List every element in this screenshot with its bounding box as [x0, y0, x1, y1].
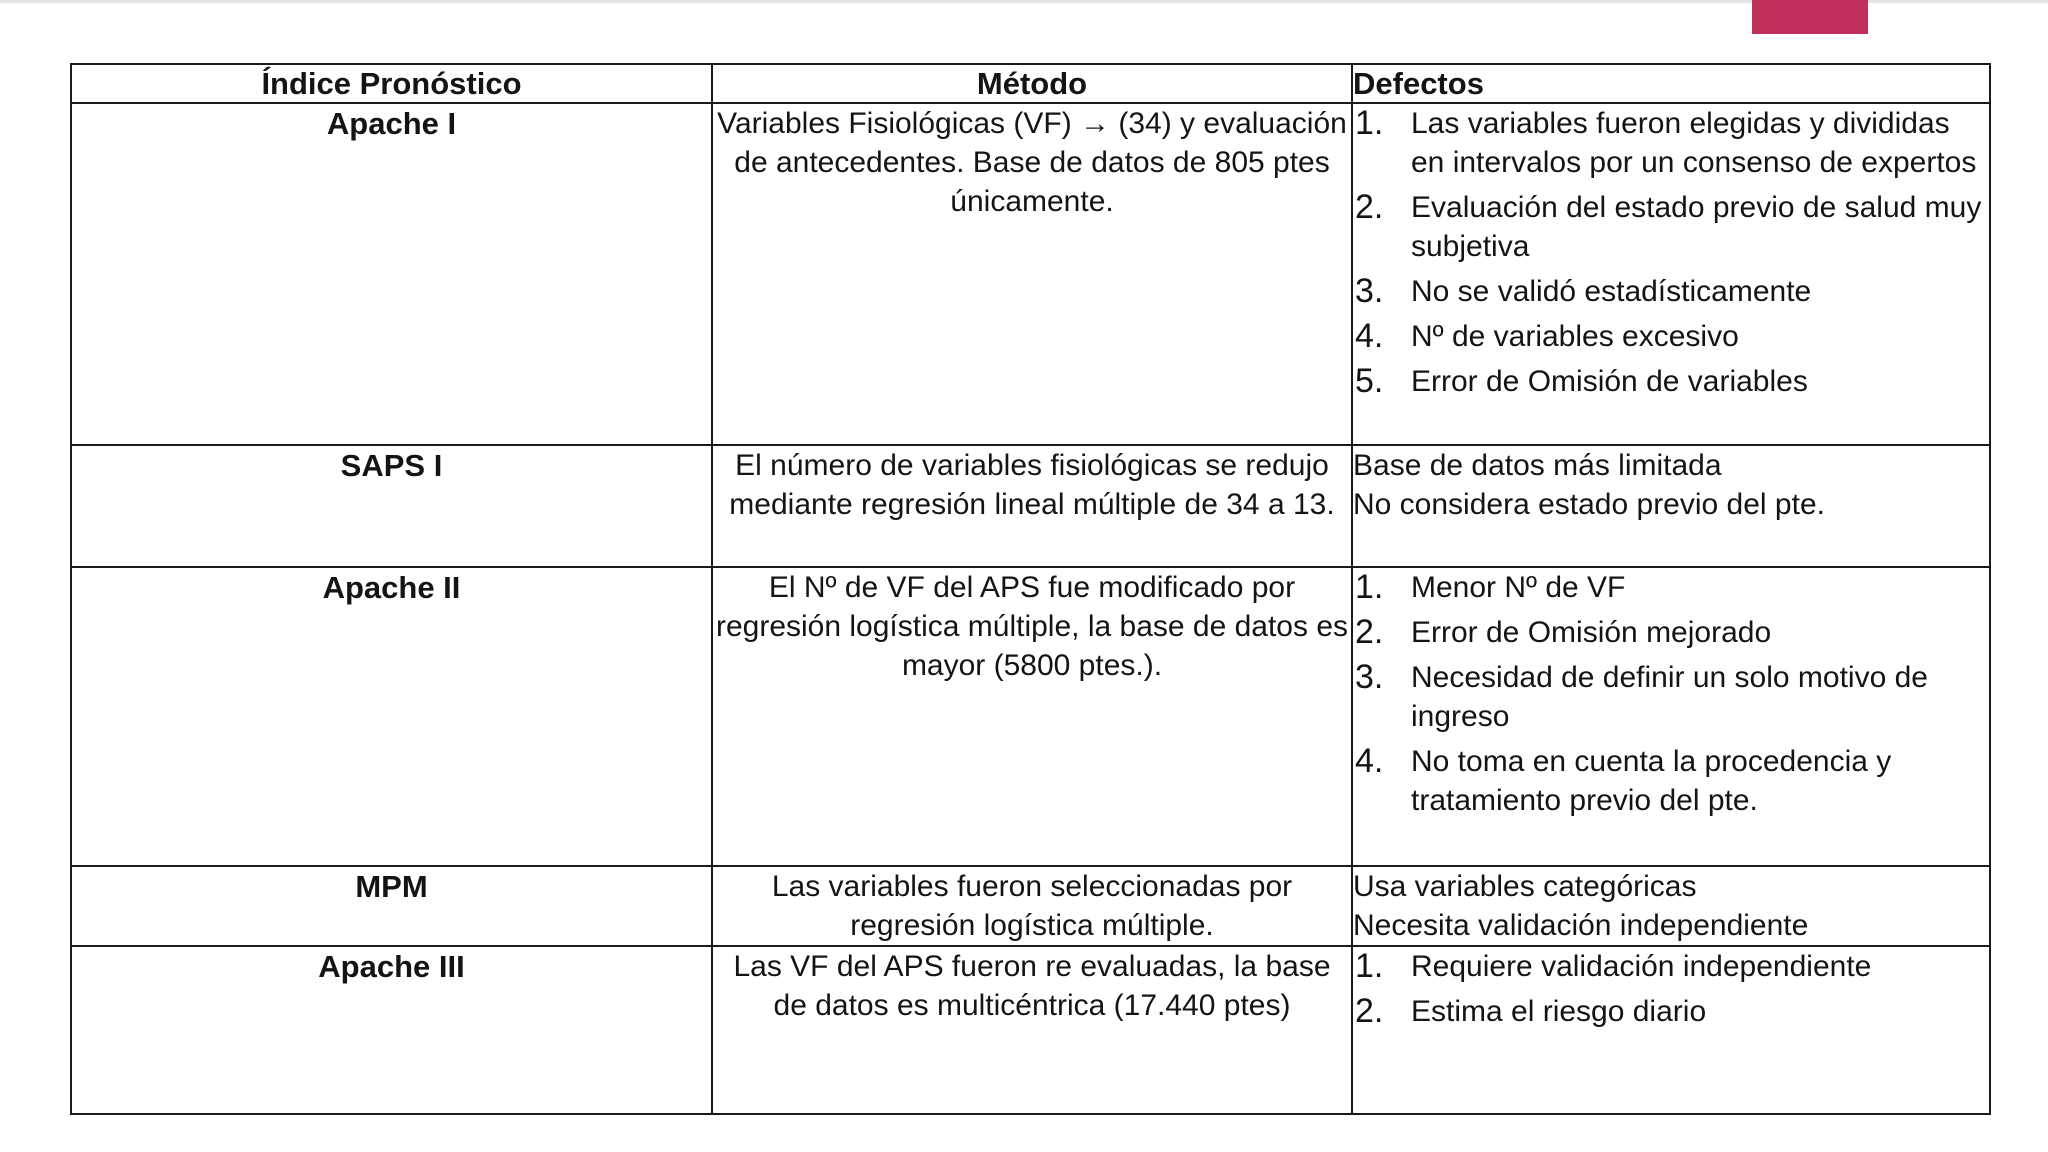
- item-text: Requiere validación independiente: [1411, 950, 1872, 983]
- metodo-cell: Las variables fueron seleccionadas por regresión logística múltiple.: [712, 866, 1352, 946]
- item-text: Evaluación del estado previo de salud muy subjetiva: [1411, 191, 1982, 263]
- item-number: 3.: [1355, 658, 1384, 696]
- defectos-cell: [1352, 866, 1990, 946]
- table-header-row: [71, 64, 1990, 103]
- item-number: 4.: [1355, 742, 1384, 780]
- list-item: [1353, 992, 1989, 1031]
- item-text: Necesidad de definir un solo motivo de ingreso: [1411, 661, 1928, 733]
- item-number: 5.: [1355, 362, 1384, 400]
- metodo-cell: Las VF del APS fueron re evaluadas, la base de datos es multicéntrica (17.440 ptes): [712, 946, 1352, 1114]
- metodo-cell: El número de variables fisiológicas se redujo mediante regresión lineal múltiple de 34 a 13.: [712, 445, 1352, 567]
- index-name: Apache II: [71, 567, 712, 866]
- header-indice: Índice Pronóstico: [71, 64, 712, 103]
- table-row: [71, 567, 1990, 866]
- table-row: [71, 946, 1990, 1114]
- defecto-line: Necesita validación independiente: [1353, 909, 1809, 942]
- header-defectos: Defectos: [1352, 64, 1990, 103]
- item-text: No se validó estadísticamente: [1411, 275, 1812, 308]
- item-number: 4.: [1355, 317, 1384, 355]
- defecto-line: Usa variables categóricas: [1353, 870, 1697, 903]
- item-number: 1.: [1355, 104, 1384, 142]
- defectos-cell: [1352, 103, 1990, 445]
- defectos-cell: [1352, 567, 1990, 866]
- item-number: 1.: [1355, 568, 1384, 606]
- item-text: No toma en cuenta la procedencia y tratamiento previo del pte.: [1411, 745, 1892, 817]
- table-row: [71, 866, 1990, 946]
- header-metodo: Método: [712, 64, 1352, 103]
- item-text: Las variables fueron elegidas y divididas en intervalos por un consenso de expertos: [1411, 107, 1977, 179]
- defectos-cell: [1352, 445, 1990, 567]
- list-item: [1353, 272, 1989, 311]
- table-row: [71, 103, 1990, 445]
- item-text: Error de Omisión de variables: [1411, 365, 1808, 398]
- list-item: [1353, 613, 1989, 652]
- list-item: [1353, 104, 1989, 182]
- list-item: [1353, 362, 1989, 401]
- index-name: Apache I: [71, 103, 712, 445]
- item-number: 3.: [1355, 272, 1384, 310]
- item-text: Estima el riesgo diario: [1411, 995, 1707, 1028]
- item-number: 2.: [1355, 613, 1384, 651]
- prognostic-index-table: [70, 63, 1991, 1115]
- defecto-line: No considera estado previo del pte.: [1353, 488, 1825, 521]
- index-name: SAPS I: [71, 445, 712, 567]
- list-item: [1353, 947, 1989, 986]
- item-text: Nº de variables excesivo: [1411, 320, 1739, 353]
- index-name: MPM: [71, 866, 712, 946]
- table-row: [71, 445, 1990, 567]
- top-border-line: [0, 0, 2048, 3]
- defectos-cell: [1352, 946, 1990, 1114]
- list-item: [1353, 658, 1989, 736]
- list-item: [1353, 742, 1989, 820]
- list-item: [1353, 568, 1989, 607]
- item-text: Error de Omisión mejorado: [1411, 616, 1772, 649]
- defecto-line: Base de datos más limitada: [1353, 449, 1722, 482]
- item-number: 2.: [1355, 188, 1384, 226]
- index-name: Apache III: [71, 946, 712, 1114]
- defectos-list: [1353, 104, 1989, 401]
- item-number: 1.: [1355, 947, 1384, 985]
- defectos-list: [1353, 568, 1989, 820]
- accent-block: [1752, 0, 1868, 34]
- item-number: 2.: [1355, 992, 1384, 1030]
- list-item: [1353, 317, 1989, 356]
- metodo-cell: Variables Fisiológicas (VF) → (34) y evaluación de antecedentes. Base de datos de 805 ptes únicamente.: [712, 103, 1352, 445]
- list-item: [1353, 188, 1989, 266]
- metodo-cell: El Nº de VF del APS fue modificado por regresión logística múltiple, la base de datos es mayor (5800 ptes.).: [712, 567, 1352, 866]
- item-text: Menor Nº de VF: [1411, 571, 1626, 604]
- defectos-list: [1353, 947, 1989, 1031]
